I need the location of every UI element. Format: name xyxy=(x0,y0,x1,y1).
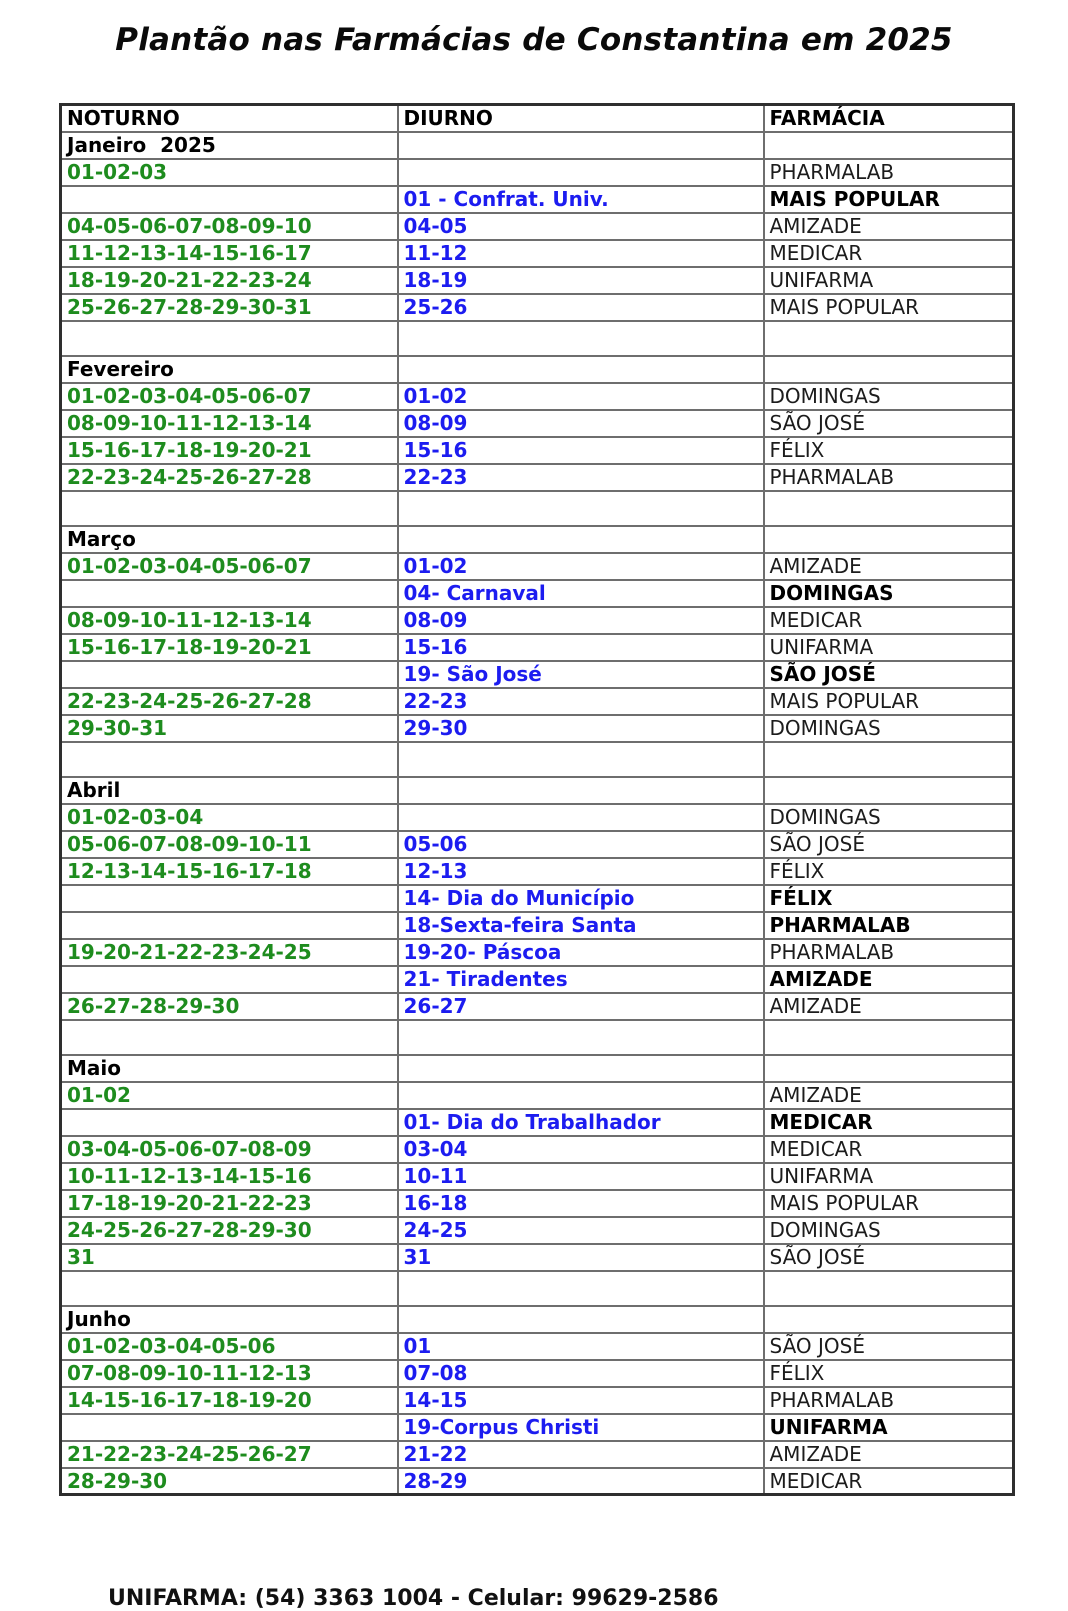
farmacia-cell: FÉLIX xyxy=(764,858,1014,885)
schedule-row xyxy=(61,993,1014,1020)
diurno-cell xyxy=(398,159,764,186)
farmacia-cell: UNIFARMA xyxy=(764,1414,1014,1441)
noturno-cell: 04-05-06-07-08-09-10 xyxy=(61,213,398,240)
diurno-cell: 14-15 xyxy=(398,1387,764,1414)
diurno-cell xyxy=(398,777,764,804)
header-farmacia: FARMÁCIA xyxy=(764,105,1014,132)
diurno-cell xyxy=(398,526,764,553)
farmacia-cell: MEDICAR xyxy=(764,1468,1014,1495)
diurno-cell: 22-23 xyxy=(398,688,764,715)
farmacia-cell xyxy=(764,132,1014,159)
farmacia-cell: SÃO JOSÉ xyxy=(764,831,1014,858)
noturno-cell xyxy=(61,580,398,607)
diurno-cell: 26-27 xyxy=(398,993,764,1020)
schedule-row xyxy=(61,831,1014,858)
schedule-row xyxy=(61,1441,1014,1468)
farmacia-cell: SÃO JOSÉ xyxy=(764,661,1014,688)
noturno-cell: Maio xyxy=(61,1055,398,1082)
schedule-row xyxy=(61,240,1014,267)
noturno-cell: 01-02-03-04 xyxy=(61,804,398,831)
diurno-cell: 22-23 xyxy=(398,464,764,491)
noturno-cell: 11-12-13-14-15-16-17 xyxy=(61,240,398,267)
noturno-cell: 08-09-10-11-12-13-14 xyxy=(61,607,398,634)
diurno-cell: 19- São José xyxy=(398,661,764,688)
schedule-row xyxy=(61,437,1014,464)
schedule-row xyxy=(61,213,1014,240)
farmacia-cell: DOMINGAS xyxy=(764,1217,1014,1244)
noturno-cell: 01-02-03-04-05-06 xyxy=(61,1333,398,1360)
farmacia-cell: PHARMALAB xyxy=(764,939,1014,966)
farmacia-cell: DOMINGAS xyxy=(764,804,1014,831)
noturno-cell: 22-23-24-25-26-27-28 xyxy=(61,464,398,491)
footer-phone-text: : (54) 3363 1004 - Celular: 99629-2586 xyxy=(238,1586,719,1611)
diurno-cell: 01- Dia do Trabalhador xyxy=(398,1109,764,1136)
diurno-cell xyxy=(398,1306,764,1333)
noturno-cell: 14-15-16-17-18-19-20 xyxy=(61,1387,398,1414)
schedule-row xyxy=(61,966,1014,993)
noturno-cell: 01-02 xyxy=(61,1082,398,1109)
noturno-cell: 19-20-21-22-23-24-25 xyxy=(61,939,398,966)
farmacia-cell: MEDICAR xyxy=(764,607,1014,634)
schedule-row xyxy=(61,804,1014,831)
footer-contact xyxy=(108,1586,719,1611)
schedule-row xyxy=(61,1360,1014,1387)
schedule-row xyxy=(61,939,1014,966)
farmacia-cell xyxy=(764,1271,1014,1306)
diurno-cell: 10-11 xyxy=(398,1163,764,1190)
spacer-row xyxy=(61,1020,1014,1055)
farmacia-cell: MEDICAR xyxy=(764,1109,1014,1136)
diurno-cell: 16-18 xyxy=(398,1190,764,1217)
schedule-table-body xyxy=(61,132,1014,1495)
schedule-row xyxy=(61,186,1014,213)
noturno-cell: 25-26-27-28-29-30-31 xyxy=(61,294,398,321)
schedule-row xyxy=(61,688,1014,715)
farmacia-cell xyxy=(764,356,1014,383)
header-row xyxy=(61,105,1014,132)
farmacia-cell: AMIZADE xyxy=(764,993,1014,1020)
spacer-row xyxy=(61,321,1014,356)
farmacia-cell: MAIS POPULAR xyxy=(764,294,1014,321)
spacer-row xyxy=(61,742,1014,777)
diurno-cell: 31 xyxy=(398,1244,764,1271)
noturno-cell: 10-11-12-13-14-15-16 xyxy=(61,1163,398,1190)
schedule-row xyxy=(61,715,1014,742)
diurno-cell: 25-26 xyxy=(398,294,764,321)
farmacia-cell: AMIZADE xyxy=(764,1082,1014,1109)
diurno-cell: 18-Sexta-feira Santa xyxy=(398,912,764,939)
diurno-cell: 08-09 xyxy=(398,410,764,437)
noturno-cell: 05-06-07-08-09-10-11 xyxy=(61,831,398,858)
noturno-cell: Fevereiro xyxy=(61,356,398,383)
schedule-row xyxy=(61,858,1014,885)
diurno-cell: 24-25 xyxy=(398,1217,764,1244)
farmacia-cell: PHARMALAB xyxy=(764,464,1014,491)
farmacia-cell: PHARMALAB xyxy=(764,912,1014,939)
schedule-row xyxy=(61,383,1014,410)
farmacia-cell: MEDICAR xyxy=(764,1136,1014,1163)
schedule-row xyxy=(61,410,1014,437)
noturno-cell xyxy=(61,186,398,213)
noturno-cell xyxy=(61,491,398,526)
noturno-cell: 01-02-03 xyxy=(61,159,398,186)
diurno-cell xyxy=(398,1271,764,1306)
footer-pharmacy-label: UNIFARMA xyxy=(108,1586,239,1611)
farmacia-cell: MAIS POPULAR xyxy=(764,688,1014,715)
noturno-cell: 12-13-14-15-16-17-18 xyxy=(61,858,398,885)
farmacia-cell: SÃO JOSÉ xyxy=(764,410,1014,437)
diurno-cell: 11-12 xyxy=(398,240,764,267)
noturno-cell: 21-22-23-24-25-26-27 xyxy=(61,1441,398,1468)
schedule-row xyxy=(61,885,1014,912)
month-row xyxy=(61,356,1014,383)
month-row xyxy=(61,1306,1014,1333)
noturno-cell: 28-29-30 xyxy=(61,1468,398,1495)
schedule-table xyxy=(59,103,1015,1496)
diurno-cell: 15-16 xyxy=(398,437,764,464)
noturno-cell: Abril xyxy=(61,777,398,804)
farmacia-cell xyxy=(764,777,1014,804)
diurno-cell: 15-16 xyxy=(398,634,764,661)
header-noturno: NOTURNO xyxy=(61,105,398,132)
schedule-row xyxy=(61,1387,1014,1414)
month-row xyxy=(61,777,1014,804)
schedule-row xyxy=(61,1217,1014,1244)
spacer-row xyxy=(61,1271,1014,1306)
diurno-cell: 08-09 xyxy=(398,607,764,634)
schedule-row xyxy=(61,159,1014,186)
schedule-row xyxy=(61,1109,1014,1136)
noturno-cell: 24-25-26-27-28-29-30 xyxy=(61,1217,398,1244)
spacer-row xyxy=(61,491,1014,526)
schedule-row xyxy=(61,634,1014,661)
noturno-cell: 01-02-03-04-05-06-07 xyxy=(61,553,398,580)
month-row xyxy=(61,1055,1014,1082)
noturno-cell: 26-27-28-29-30 xyxy=(61,993,398,1020)
noturno-cell xyxy=(61,742,398,777)
diurno-cell: 04- Carnaval xyxy=(398,580,764,607)
diurno-cell: 01 xyxy=(398,1333,764,1360)
diurno-cell: 18-19 xyxy=(398,267,764,294)
farmacia-cell: SÃO JOSÉ xyxy=(764,1244,1014,1271)
diurno-cell: 21- Tiradentes xyxy=(398,966,764,993)
diurno-cell xyxy=(398,1082,764,1109)
schedule-row xyxy=(61,1244,1014,1271)
header-diurno: DIURNO xyxy=(398,105,764,132)
farmacia-cell xyxy=(764,526,1014,553)
farmacia-cell: MAIS POPULAR xyxy=(764,1190,1014,1217)
farmacia-cell xyxy=(764,1055,1014,1082)
farmacia-cell: FÉLIX xyxy=(764,1360,1014,1387)
noturno-cell xyxy=(61,912,398,939)
farmacia-cell xyxy=(764,1306,1014,1333)
noturno-cell xyxy=(61,1020,398,1055)
diurno-cell xyxy=(398,804,764,831)
schedule-row xyxy=(61,553,1014,580)
noturno-cell: 15-16-17-18-19-20-21 xyxy=(61,437,398,464)
farmacia-cell: DOMINGAS xyxy=(764,383,1014,410)
farmacia-cell: AMIZADE xyxy=(764,1441,1014,1468)
farmacia-cell: FÉLIX xyxy=(764,437,1014,464)
noturno-cell: 18-19-20-21-22-23-24 xyxy=(61,267,398,294)
schedule-row xyxy=(61,1163,1014,1190)
noturno-cell: 17-18-19-20-21-22-23 xyxy=(61,1190,398,1217)
noturno-cell: 22-23-24-25-26-27-28 xyxy=(61,688,398,715)
diurno-cell: 28-29 xyxy=(398,1468,764,1495)
farmacia-cell: AMIZADE xyxy=(764,966,1014,993)
noturno-cell: 29-30-31 xyxy=(61,715,398,742)
noturno-cell: Janeiro 2025 xyxy=(61,132,398,159)
noturno-cell xyxy=(61,1109,398,1136)
noturno-cell: 31 xyxy=(61,1244,398,1271)
diurno-cell xyxy=(398,132,764,159)
schedule-row xyxy=(61,1136,1014,1163)
diurno-cell: 19-Corpus Christi xyxy=(398,1414,764,1441)
noturno-cell: 08-09-10-11-12-13-14 xyxy=(61,410,398,437)
noturno-cell: 01-02-03-04-05-06-07 xyxy=(61,383,398,410)
schedule-row xyxy=(61,580,1014,607)
diurno-cell: 01-02 xyxy=(398,383,764,410)
diurno-cell: 07-08 xyxy=(398,1360,764,1387)
schedule-row xyxy=(61,1082,1014,1109)
month-row xyxy=(61,132,1014,159)
schedule-row xyxy=(61,464,1014,491)
noturno-cell xyxy=(61,661,398,688)
diurno-cell xyxy=(398,491,764,526)
diurno-cell xyxy=(398,742,764,777)
diurno-cell xyxy=(398,321,764,356)
diurno-cell: 05-06 xyxy=(398,831,764,858)
noturno-cell xyxy=(61,1271,398,1306)
noturno-cell: Junho xyxy=(61,1306,398,1333)
schedule-row xyxy=(61,1468,1014,1495)
schedule-row xyxy=(61,607,1014,634)
diurno-cell: 03-04 xyxy=(398,1136,764,1163)
noturno-cell: 03-04-05-06-07-08-09 xyxy=(61,1136,398,1163)
page-title: Plantão nas Farmácias de Constantina em 2025 xyxy=(115,22,953,58)
schedule-row xyxy=(61,294,1014,321)
schedule-row xyxy=(61,267,1014,294)
noturno-cell xyxy=(61,1414,398,1441)
schedule-row xyxy=(61,1414,1014,1441)
diurno-cell: 29-30 xyxy=(398,715,764,742)
farmacia-cell: MEDICAR xyxy=(764,240,1014,267)
diurno-cell: 12-13 xyxy=(398,858,764,885)
schedule-row xyxy=(61,1333,1014,1360)
farmacia-cell: MAIS POPULAR xyxy=(764,186,1014,213)
noturno-cell xyxy=(61,966,398,993)
farmacia-cell: SÃO JOSÉ xyxy=(764,1333,1014,1360)
month-row xyxy=(61,526,1014,553)
farmacia-cell xyxy=(764,321,1014,356)
diurno-cell xyxy=(398,1020,764,1055)
diurno-cell: 14- Dia do Município xyxy=(398,885,764,912)
farmacia-cell xyxy=(764,1020,1014,1055)
schedule-row xyxy=(61,1190,1014,1217)
farmacia-cell: AMIZADE xyxy=(764,553,1014,580)
schedule-row xyxy=(61,661,1014,688)
diurno-cell xyxy=(398,1055,764,1082)
farmacia-cell: AMIZADE xyxy=(764,213,1014,240)
farmacia-cell: FÉLIX xyxy=(764,885,1014,912)
farmacia-cell: PHARMALAB xyxy=(764,1387,1014,1414)
farmacia-cell: PHARMALAB xyxy=(764,159,1014,186)
diurno-cell: 04-05 xyxy=(398,213,764,240)
farmacia-cell: UNIFARMA xyxy=(764,267,1014,294)
diurno-cell xyxy=(398,356,764,383)
diurno-cell: 01-02 xyxy=(398,553,764,580)
diurno-cell: 19-20- Páscoa xyxy=(398,939,764,966)
noturno-cell: Março xyxy=(61,526,398,553)
noturno-cell xyxy=(61,885,398,912)
farmacia-cell: UNIFARMA xyxy=(764,1163,1014,1190)
farmacia-cell: DOMINGAS xyxy=(764,580,1014,607)
farmacia-cell: DOMINGAS xyxy=(764,715,1014,742)
farmacia-cell xyxy=(764,742,1014,777)
noturno-cell: 07-08-09-10-11-12-13 xyxy=(61,1360,398,1387)
diurno-cell: 21-22 xyxy=(398,1441,764,1468)
noturno-cell xyxy=(61,321,398,356)
noturno-cell: 15-16-17-18-19-20-21 xyxy=(61,634,398,661)
diurno-cell: 01 - Confrat. Univ. xyxy=(398,186,764,213)
schedule-row xyxy=(61,912,1014,939)
farmacia-cell xyxy=(764,491,1014,526)
farmacia-cell: UNIFARMA xyxy=(764,634,1014,661)
